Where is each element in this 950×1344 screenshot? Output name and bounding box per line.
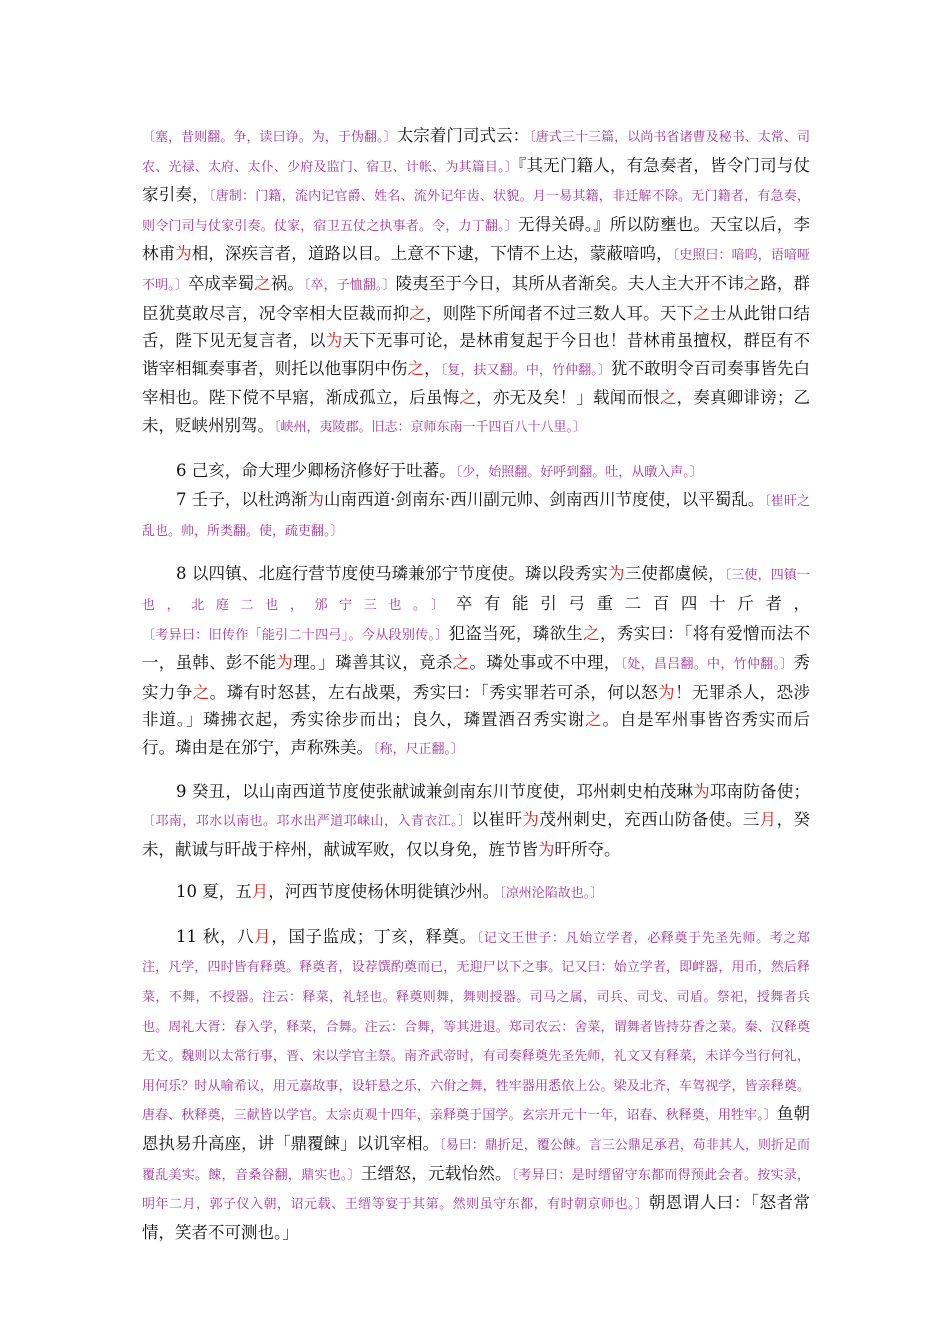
body-text: ， xyxy=(424,358,441,378)
body-text: 祸。 xyxy=(270,273,304,293)
body-text: 路，群臣犹莫敢尽言，况令宰相大臣裁而抑 xyxy=(142,273,811,323)
body-text: 天下无事可论，是林甫复起于今日也！昔林甫虽擅权，群臣有不谐宰相辄奏事者，则托以他事阴中伤 xyxy=(142,331,811,378)
highlighted-character: 之 xyxy=(407,358,425,378)
highlighted-character: 之 xyxy=(452,653,470,673)
paragraph-gap xyxy=(142,763,810,778)
paragraph xyxy=(142,778,810,863)
highlighted-character: 月 xyxy=(251,882,269,902)
highlighted-character: 月 xyxy=(759,810,777,830)
body-text: ！无罪杀人，恐涉非道。」璘拂衣起，秀实徐步而出；良久，璘置酒召秀实谢 xyxy=(142,682,811,730)
body-text: ，则陛下所闻者不过三数人耳。天下 xyxy=(426,303,694,323)
highlighted-character: 为 xyxy=(538,839,555,859)
annotation-note: 〔记文王世子：凡始立学者，必释奠于先圣先师。考之郑注，凡学，四时皆有释奠。释奠者，设荐馔酌奠而已，无迎尸以下之事。记又曰：始立学者，即衅器，用币，然后释菜，不舞，不授器。注云：释菜，礼轻也。释奠则舞，舞则授器。司马之属，司兵、司戈、司盾。祭祀，授舞者兵也。周礼大胥：春入学，释菜，合舞。注云：合舞，等其进退。郑司农云：舍菜，谓舞者皆持芬香之菜。秦、汉释奠无文。魏则以太常行事，晋、宋以学官主祭。南齐武帝时，有司奏释奠先圣先师，礼文又有释菜，未详今当行何礼，用何乐？时从喻希议，用元嘉故事，设轩悬之乐，六佾之舞，牲牢器用悉依上公。梁及北齐，车驾视学，皆亲释奠。唐春、秋释奠，三献皆以学官。太宗贞观十四年，亲释奠于国学。玄宗开元十一年，诏春、秋释奠，用牲牢。〕 xyxy=(142,930,810,1124)
body-text: 无得关碍。』所以防壅也。天宝以后，李林甫 xyxy=(142,214,810,264)
highlighted-character: 为 xyxy=(658,682,676,702)
document-page xyxy=(142,122,810,1246)
annotation-note: 〔卒，子恤翻。〕 xyxy=(303,277,396,293)
body-text: 茂州刺史，充西山防备使。三 xyxy=(539,810,760,830)
body-text: 鱼朝恩执易升高座，讲「鼎覆餗」以讥宰相。 xyxy=(142,1104,810,1153)
body-text: 犯盗当死，璘欲生 xyxy=(448,623,584,643)
highlighted-character: 之 xyxy=(192,682,210,702)
highlighted-character: 为 xyxy=(276,653,294,673)
body-text: 旰所夺。 xyxy=(554,839,621,859)
annotation-note: 〔唐制：门籍，流内记官爵、姓名、流外记年齿、状貌。月一易其籍，非迁解不除。无门籍者，有急奏，则令门司与仗家引奏。仗家，宿卫五仗之执事者。令，力丁翻。〕 xyxy=(142,189,810,234)
highlighted-character: 为 xyxy=(608,564,625,584)
body-text: 7 壬子，以杜鸿渐 xyxy=(176,490,308,510)
highlighted-character: 之 xyxy=(409,303,427,323)
annotation-note: 〔邛南，邛水以南也。邛水出严道邛崃山，入青衣江。〕 xyxy=(142,814,472,830)
body-text: 陵夷至于今日，其所从者渐矣。夫人主大开不讳 xyxy=(395,273,744,293)
paragraph xyxy=(142,878,810,908)
annotation-note: 〔复，扶又翻。中，竹仲翻。〕 xyxy=(440,362,611,378)
body-text: 王缙怒，元载怡然。 xyxy=(360,1163,512,1183)
annotation-note: 〔处，昌吕翻。中，竹仲翻。〕 xyxy=(620,657,794,673)
body-text: 卒有能引弓重二百四十斤者， xyxy=(455,593,810,613)
annotation-note: 〔三使，四镇一也，北庭二也，邠宁三也。〕 xyxy=(142,568,811,613)
body-text: 山南西道·剑南东·西川副元帅、剑南西川节度使，以平蜀乱。 xyxy=(324,490,765,510)
highlighted-character: 为 xyxy=(693,782,710,802)
body-text: ，秀实曰：「将有爱憎而法不一，虽韩、彭不能 xyxy=(142,623,810,673)
paragraph xyxy=(142,457,810,487)
annotation-note: 〔唐式三十三篇，以尚书省诸曹及秘书、太常、司农、光禄、太府、太仆、少府及监门、宿卫、计帐、为其篇目。〕 xyxy=(142,130,810,175)
annotation-note: 〔史照曰：喑呜，语喑哑不明。〕 xyxy=(142,248,811,293)
highlighted-character: 之 xyxy=(254,273,271,293)
highlighted-character: 月 xyxy=(254,926,272,946)
highlighted-character: 为 xyxy=(175,244,192,264)
body-text: 相，深疾言者，道路以目。上意不下逮，下情不上达，蒙蔽喑呜， xyxy=(191,244,673,264)
highlighted-character: 之 xyxy=(659,388,677,408)
highlighted-character: 之 xyxy=(585,710,603,730)
body-text: 9 癸丑，以山南西道节度使张献诚兼剑南东川节度使，邛州刺史柏茂琳 xyxy=(176,782,694,802)
body-text: ，癸未，献诚与旰战于梓州，献诚军败，仅以身免，旌节皆 xyxy=(142,810,811,859)
paragraph xyxy=(142,923,810,1247)
body-text: ，奏真卿诽谤；乙未，贬峡州别驾。 xyxy=(142,388,811,435)
body-text: ，河西节度使杨休明徙镇沙州。 xyxy=(268,882,500,902)
body-text: 秀实力争 xyxy=(142,653,811,702)
body-text: 11 秋，八 xyxy=(176,926,255,946)
highlighted-character: 为 xyxy=(325,331,343,351)
paragraph-gap xyxy=(142,442,810,457)
paragraph-gap xyxy=(142,545,810,560)
body-text: 。璘有时怒甚，左右战栗，秀实曰：「秀实罪若可杀，何以怒 xyxy=(209,682,659,702)
annotation-note: 〔少，始照翻。好呼到翻。吐，从暾入声。〕 xyxy=(455,464,703,480)
highlighted-character: 为 xyxy=(307,490,325,510)
body-text: 邛南防备使； xyxy=(709,782,811,802)
body-text: 犹不敢明令百司奏事皆先白宰相也。陛下傥不早寤，渐成孤立，后虽悔 xyxy=(142,358,811,408)
highlighted-character: 之 xyxy=(693,303,711,323)
body-text: 10 夏，五 xyxy=(176,882,252,902)
body-text: ，国子监成；丁亥，释奠。 xyxy=(271,926,477,946)
annotation-note: 〔崔旰之乱也。帅，所类翻。使，疏吏翻。〕 xyxy=(142,494,810,539)
body-text: 。自是军州事皆咨秀实而后行。璘由是在邠宁，声称殊美。 xyxy=(142,710,811,757)
annotation-note: 〔峡州，夷陵郡。旧志：京师东南一千四百八十八里。〕 xyxy=(274,419,587,435)
body-text: 卒成幸蜀 xyxy=(187,273,255,293)
document-body xyxy=(142,122,810,1246)
annotation-note: 〔称，尺正翻。〕 xyxy=(373,741,465,757)
body-text: 8 以四镇、北庭行营节度使马璘兼邠宁节度使。璘以段秀实 xyxy=(176,564,609,584)
paragraph xyxy=(142,486,810,545)
highlighted-character: 为 xyxy=(522,810,540,830)
body-text: 。璘处事或不中理， xyxy=(469,653,621,673)
annotation-note: 〔易曰：鼎折足，覆公餗。言三公鼎足承君，苟非其人，则折足而覆乱美实。餗，音桑谷翻，鼎实也。〕 xyxy=(142,1138,810,1183)
body-text: 『其无门籍人，有急奏者，皆令门司与仗家引奏， xyxy=(142,155,810,205)
annotation-note: 〔考异曰：是时缙留守东都而得预此会者。按实录，明年二月，郭子仪入朝，诏元载、王缙等宴于其第。然则虽守东都，有时朝京师也。〕 xyxy=(142,1167,810,1213)
body-text: 理。」璘善其议，竟杀 xyxy=(293,653,453,673)
body-text: 以崔旰 xyxy=(471,810,523,830)
annotation-note: 〔考异曰：旧传作「能引二十四弓」。今从段别传。〕 xyxy=(142,627,449,643)
body-text: ，亦无及矣！」载闻而恨 xyxy=(476,388,660,408)
highlighted-character: 之 xyxy=(459,388,477,408)
highlighted-character: 之 xyxy=(583,623,600,643)
body-text: 三使都虞候， xyxy=(624,564,725,584)
annotation-note: 〔凉州沦陷故也。〕 xyxy=(499,886,604,902)
body-text: 6 己亥，命大理少卿杨济修好于吐蕃。 xyxy=(176,460,456,480)
body-text: 朝恩谓人曰：「怒者常情，笑者不可测也。」 xyxy=(142,1193,810,1242)
paragraph xyxy=(142,122,810,442)
highlighted-character: 之 xyxy=(743,273,761,293)
paragraph-gap xyxy=(142,908,810,923)
body-text: 太宗着门司式云： xyxy=(396,126,530,145)
paragraph xyxy=(142,560,810,763)
annotation-note: 〔塞，昔则翻。争，读曰诤。为，于伪翻。〕 xyxy=(142,130,397,145)
paragraph-gap xyxy=(142,863,810,878)
body-text: 士从此钳口结舌，陛下见无复言者，以 xyxy=(142,303,811,351)
